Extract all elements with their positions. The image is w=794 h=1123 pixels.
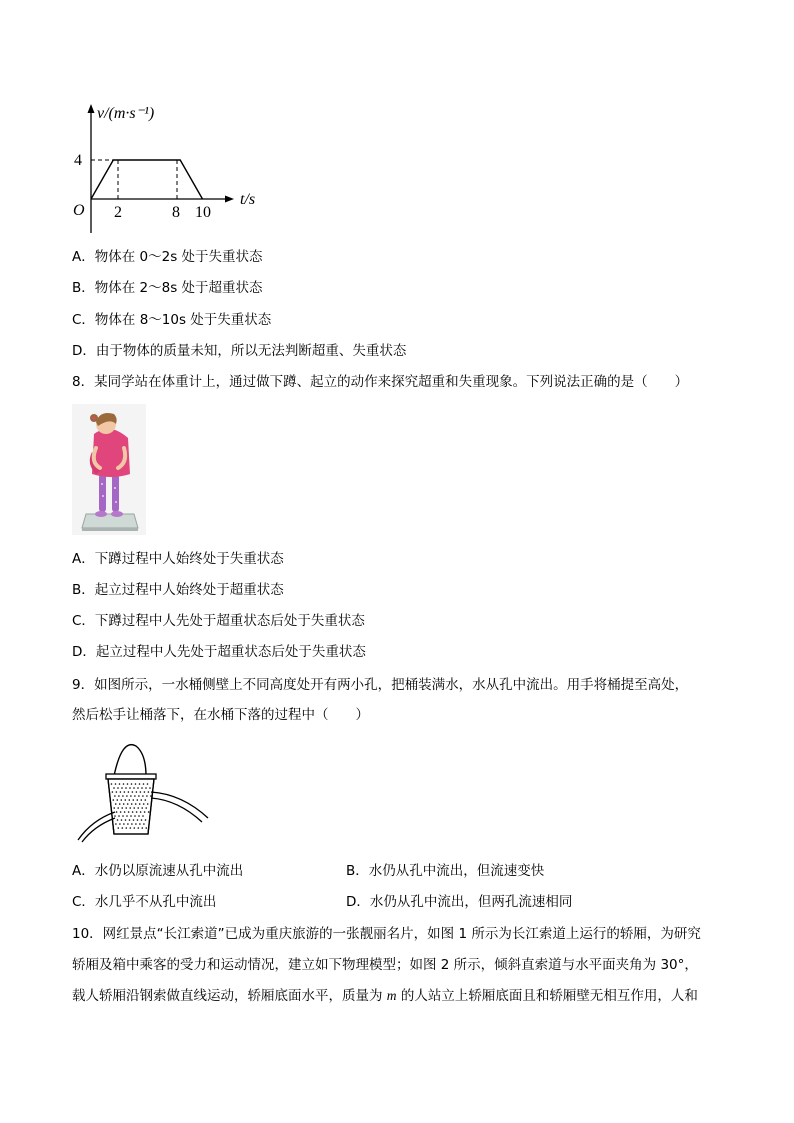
water-dot [133,799,135,801]
y-tick-4: 4 [74,152,82,169]
q7-option-c: C．物体在 8～10s 处于失重状态 [72,312,272,328]
water-dot [118,827,120,829]
q10-line3-part2: 的人站立上轿厢底面且和轿厢壁无相互作用，人和 [396,988,698,1004]
q9-option-b: B．水仍从孔中流出，但流速变快 [346,863,545,879]
water-dot [133,819,135,821]
water-dot [147,783,149,785]
velocity-series-line [91,160,203,199]
water-dot [143,783,145,785]
velocity-time-graph [70,98,270,238]
water-dot [130,815,132,817]
water-dot [126,827,128,829]
water-dot [137,819,139,821]
q9-stem-line1: 9．如图所示，一水桶侧壁上不同高度处开有两小孔，把桶装满水，水从孔中流出。用手将桶提至高处， [72,677,689,693]
water-dot [143,803,145,805]
water-dot [125,819,127,821]
water-dot [113,787,115,789]
leaking-bucket-figure [72,736,214,848]
water-dot [142,795,144,797]
water-dot [116,791,118,793]
x-axis-label: t/s [240,191,256,208]
water-dot [119,803,121,805]
water-dot [140,811,142,813]
q10-line3-part1: 载人轿厢沿钢索做直线运动，轿厢底面水平，质量为 [72,988,387,1004]
water-dot [145,799,147,801]
water-dot [111,783,113,785]
water-dot [123,803,125,805]
water-dot [113,807,115,809]
water-dot [133,807,135,809]
water-dot [124,791,126,793]
origin-label: O [73,202,85,219]
x-tick-8: 8 [172,204,180,221]
water-dot [130,795,132,797]
water-dot [124,811,126,813]
water-dot [129,799,131,801]
water-dot [131,823,133,825]
water-dot [119,783,121,785]
q7-option-d: D．由于物体的质量未知，所以无法判断超重、失重状态 [72,343,407,359]
water-dot [118,815,120,817]
water-dot [135,783,137,785]
water-dot [137,787,139,789]
water-dot [145,819,147,821]
water-dot [113,799,115,801]
water-dot [139,783,141,785]
water-dot [134,815,136,817]
water-dot [119,823,121,825]
water-dot [121,799,123,801]
water-dot [112,791,114,793]
water-dot [135,803,137,805]
water-dot [142,815,144,817]
water-dot [126,815,128,817]
water-dot [129,787,131,789]
water-dot [123,783,125,785]
water-dot [137,807,139,809]
water-dot [115,823,117,825]
water-dot [147,803,149,805]
water-dot [138,827,140,829]
q7-option-b: B．物体在 2～8s 处于超重状态 [72,280,263,296]
water-dot [137,799,139,801]
q10-line1: 10．网红景点“长江索道”已成为重庆旅游的一张靓丽名片，如图 1 所示为长江索道上运行的轿厢，为研究 [72,926,701,942]
water-dot [138,815,140,817]
water-dot [127,803,129,805]
water-dot [117,787,119,789]
x-axis-arrow [225,196,234,203]
water-dot [141,787,143,789]
water-dot [116,811,118,813]
water-dot [117,807,119,809]
q10-mass-symbol: m [386,988,397,1003]
water-dot [133,787,135,789]
water-dot [146,795,148,797]
x-tick-10: 10 [195,204,211,221]
water-dot [148,791,150,793]
water-dot [122,795,124,797]
q10-line3 [72,986,698,1006]
water-dot [128,791,130,793]
water-dot [120,811,122,813]
water-dot [136,791,138,793]
water-dot [141,799,143,801]
water-dot [128,811,130,813]
water-dot [121,807,123,809]
water-dot [126,795,128,797]
water-dot [121,819,123,821]
water-dot [138,795,140,797]
water-dot [127,783,129,785]
x-tick-2: 2 [114,204,122,221]
water-dot [129,819,131,821]
water-dot [149,787,151,789]
water-dot [139,823,141,825]
water-dot [135,823,137,825]
q8-option-a: A．下蹲过程中人始终处于失重状态 [72,551,284,567]
water-dot [141,819,143,821]
water-dot [121,787,123,789]
water-dot [130,827,132,829]
child-on-scale-photo [72,404,146,535]
q8-option-c: C．下蹲过程中人先处于超重状态后处于失重状态 [72,613,365,629]
water-dot [120,791,122,793]
water-dot [143,823,145,825]
water-dot [132,811,134,813]
water-dot [114,795,116,797]
water-dot [122,827,124,829]
q10-line2: 轿厢及箱中乘客的受力和运动情况，建立如下物理模型；如图 2 所示，倾斜直索道与水平面夹角为 30°， [72,957,698,973]
q9-stem-line2: 然后松手让桶落下，在水桶下落的过程中（ ） [72,707,369,723]
water-dot [134,827,136,829]
water-dot [118,795,120,797]
water-dot [144,791,146,793]
water-dot [146,827,148,829]
y-axis-arrow [88,104,95,113]
q9-option-d: D．水仍从孔中流出，但两孔流速相同 [346,894,573,910]
water-dot [148,811,150,813]
water-dot [115,803,117,805]
water-dot [144,811,146,813]
water-dot [140,791,142,793]
water-dot [132,791,134,793]
water-dot [131,803,133,805]
water-dot [141,807,143,809]
water-dot [136,811,138,813]
water-dot [125,787,127,789]
q7-option-a: A．物体在 0～2s 处于失重状态 [72,249,263,265]
water-dot [123,823,125,825]
water-dot [117,819,119,821]
water-dot [122,815,124,817]
water-dot [125,799,127,801]
water-dot [139,803,141,805]
water-dot [145,787,147,789]
q8-stem: 8．某同学站在体重计上，通过做下蹲、起立的动作来探究超重和失重现象。下列说法正确的是（ ） [72,374,689,390]
water-dot [131,783,133,785]
water-dot [127,823,129,825]
water-dot [129,807,131,809]
water-dot [114,815,116,817]
water-dot [125,807,127,809]
water-dot [134,795,136,797]
q8-option-b: B．起立过程中人始终处于超重状态 [72,582,284,598]
y-axis-label: v/(m·s⁻¹) [97,105,155,122]
q9-option-c: C．水几乎不从孔中流出 [72,894,217,910]
q9-option-a: A．水仍以原流速从孔中流出 [72,863,244,879]
water-dot [115,783,117,785]
water-dot [145,807,147,809]
q8-option-d: D．起立过程中人先处于超重状态后处于失重状态 [72,644,366,660]
water-dot [117,799,119,801]
water-dot [142,827,144,829]
